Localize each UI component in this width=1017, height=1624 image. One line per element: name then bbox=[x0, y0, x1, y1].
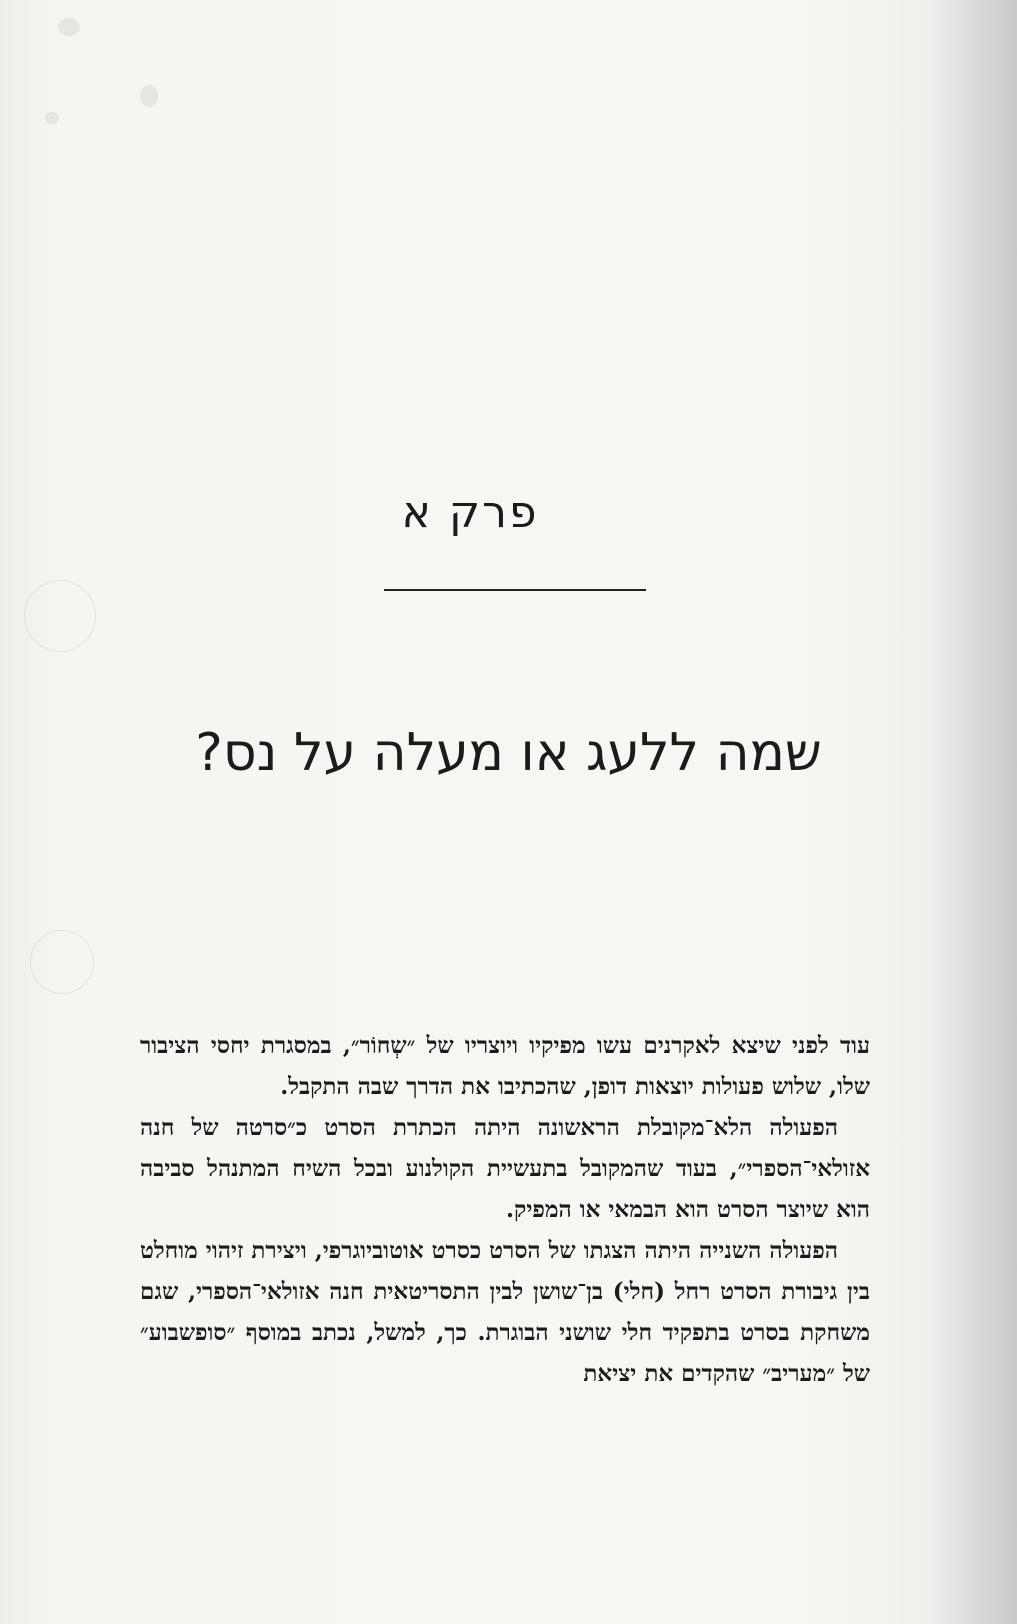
paragraph: הפעולה השנייה היתה הצגתו של הסרט כסרט אוטוביוגרפי, ויצירת זיהוי מוחלט בין גיבורת הסרט רחל (חלי) בן־שושן לבין התסריטאית חנה אזולאי־הספרי, שגם משחקת בסרט בתפקיד חלי שושני הבוגרת. כך, למשל, נכתב במוסף ״סופשבוע״ של ״מעריב״ שהקדים את יציאת bbox=[140, 1237, 870, 1387]
margin-circle-mark bbox=[30, 930, 94, 994]
body-text bbox=[140, 1025, 870, 1394]
paragraph: הפעולה הלא־מקובלת הראשונה היתה הכתרת הסרט כ״סרטה של חנה אזולאי־הספרי״, בעוד שהמקובל בתעשיית הקולנוע ובכל השיח המתנהל סביבה הוא שיוצר הסרט הוא הבמאי או המפיק. bbox=[140, 1114, 870, 1223]
ink-smudge bbox=[45, 112, 59, 124]
ink-smudge bbox=[58, 18, 80, 36]
chapter-title: שמה ללעג או מעלה על נס? bbox=[195, 723, 822, 783]
margin-circle-mark bbox=[24, 580, 96, 652]
chapter-label: פרק א bbox=[401, 487, 539, 538]
paragraph: עוד לפני שיצא לאקרנים עשו מפיקיו ויוצריו של ״שְחוֹר״, במסגרת יחסי הציבור שלו, שלוש פעולות יוצאות דופן, שהכתיבו את הדרך שבה התקבל. bbox=[140, 1032, 870, 1100]
ink-smudge bbox=[140, 85, 158, 107]
chapter-divider bbox=[384, 589, 646, 591]
